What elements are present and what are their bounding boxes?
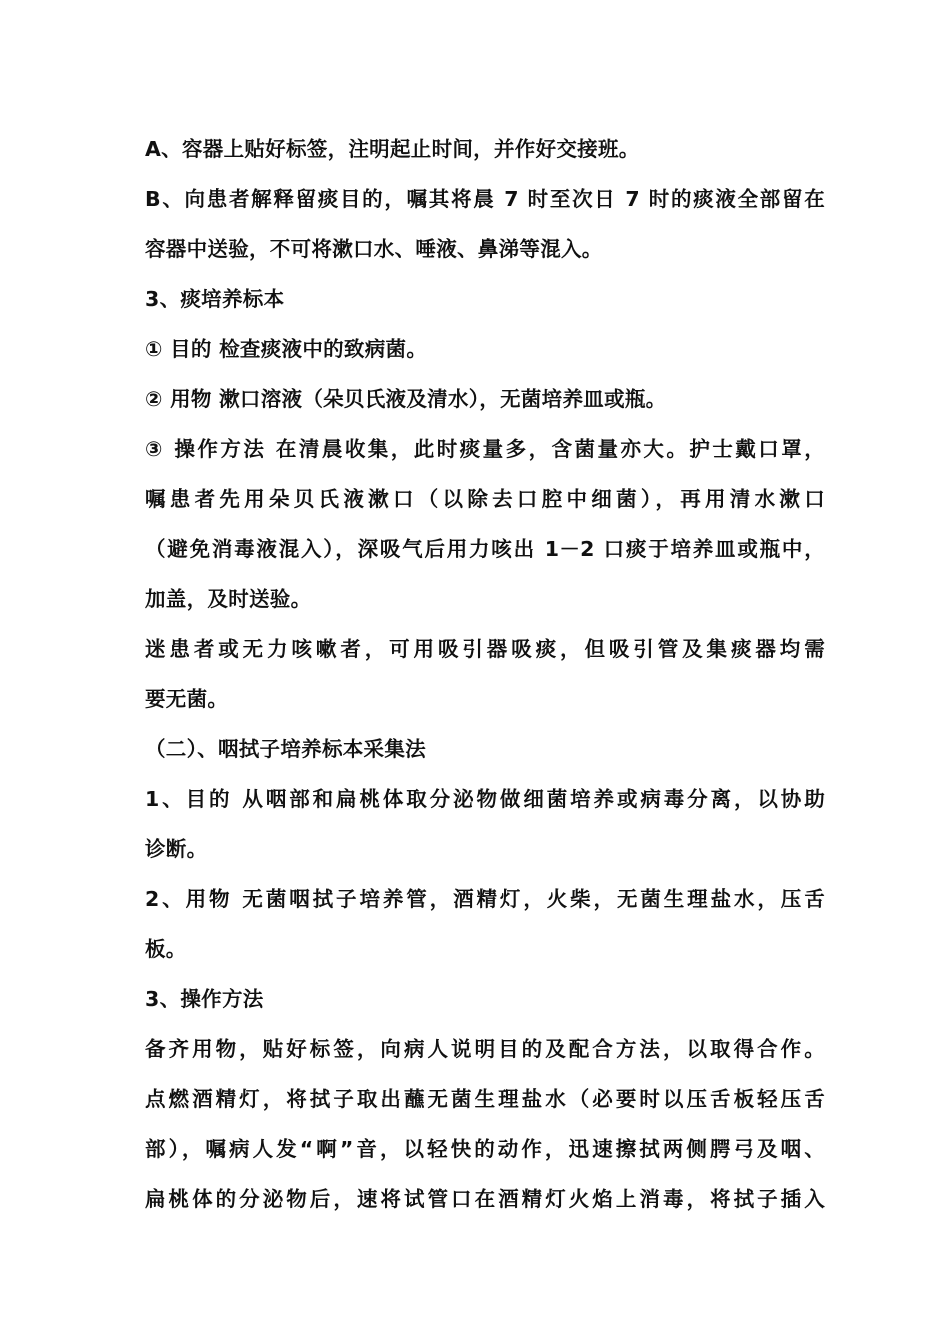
- section-heading: （二）、咽拭子培养标本采集法: [145, 737, 426, 761]
- text-line: 2、用物 无菌咽拭子培养管，酒精灯，火柴，无菌生理盐水，压舌: [145, 887, 825, 911]
- text-line: 迷患者或无力咳嗽者，可用吸引器吸痰，但吸引管及集痰器均需: [145, 637, 825, 661]
- text-line: 部），嘱病人发“啊”音，以轻快的动作，迅速擦拭两侧腭弓及咽、: [145, 1137, 825, 1161]
- text-line: ① 目的 检查痰液中的致病菌。: [145, 337, 428, 361]
- text-line: 要无菌。: [145, 687, 229, 711]
- text-line: （避免消毒液混入），深吸气后用力咳出 1－2 口痰于培养皿或瓶中，: [145, 537, 825, 561]
- text-line: 容器中送验，不可将漱口水、唾液、鼻涕等混入。: [145, 237, 603, 261]
- text-line: 3、痰培养标本: [145, 287, 285, 311]
- text-line: 点燃酒精灯，将拭子取出蘸无菌生理盐水（必要时以压舌板轻压舌: [145, 1087, 825, 1111]
- text-line: 3、操作方法: [145, 987, 264, 1011]
- text-line: ③ 操作方法 在清晨收集，此时痰量多，含菌量亦大。护士戴口罩，: [145, 437, 825, 461]
- text-line: 扁桃体的分泌物后，速将试管口在酒精灯火焰上消毒，将拭子插入: [145, 1187, 825, 1211]
- text-line: 备齐用物，贴好标签，向病人说明目的及配合方法，以取得合作。: [145, 1037, 825, 1061]
- text-line: ② 用物 漱口溶液（朵贝氏液及清水），无菌培养皿或瓶。: [145, 387, 667, 411]
- text-line: B、向患者解释留痰目的，嘱其将晨 7 时至次日 7 时的痰液全部留在: [145, 187, 825, 211]
- text-line: 板。: [145, 937, 187, 961]
- text-line: 嘱患者先用朵贝氏液漱口（以除去口腔中细菌），再用清水漱口: [145, 487, 825, 511]
- text-line: 加盖，及时送验。: [145, 587, 312, 611]
- text-line: 诊断。: [145, 837, 208, 861]
- text-line: 1、目的 从咽部和扁桃体取分泌物做细菌培养或病毒分离，以协助: [145, 787, 825, 811]
- text-line: A、容器上贴好标签，注明起止时间，并作好交接班。: [145, 137, 640, 161]
